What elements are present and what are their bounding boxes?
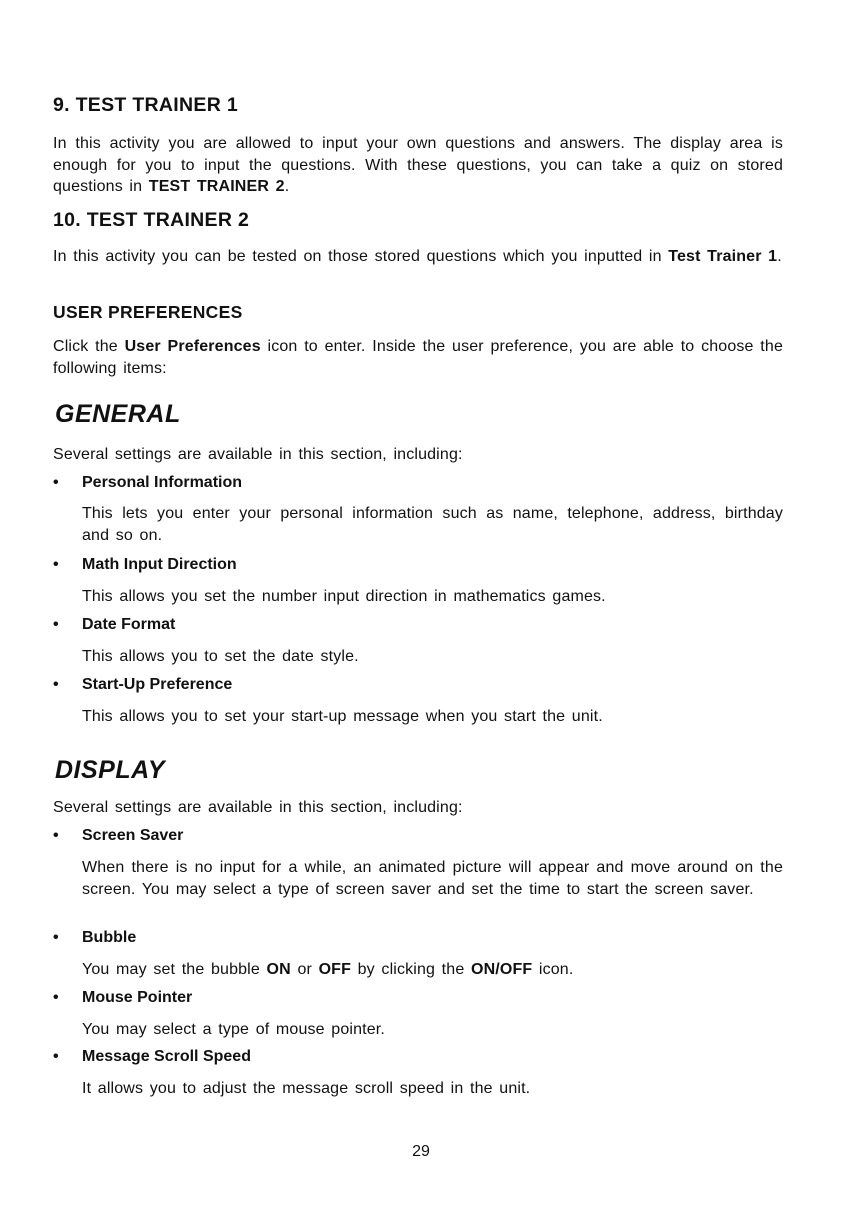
- general-item-desc: This allows you set the number input direction in mathematics games.: [82, 588, 606, 605]
- user-preferences-text-start: Click the: [53, 338, 125, 355]
- general-item-title: Math Input Direction: [82, 556, 237, 573]
- general-item-desc: This allows you to set your start-up message when you start the unit.: [82, 708, 603, 725]
- test-trainer-2-text-main: In this activity you can be tested on those stored questions which you inputted in: [53, 248, 669, 265]
- bubble-desc-a: You may set the bubble: [82, 961, 267, 978]
- display-intro: Several settings are available in this section, including:: [53, 799, 463, 816]
- bullet-icon: •: [53, 676, 59, 693]
- bubble-desc-c: by clicking the: [351, 961, 471, 978]
- display-item-bubble: [53, 929, 136, 947]
- test-trainer-2-text-end: .: [777, 248, 782, 265]
- bullet-icon: •: [53, 929, 59, 946]
- general-item-desc: This allows you to set the date style.: [82, 648, 359, 665]
- bullet-icon: •: [53, 616, 59, 633]
- test-trainer-2-text: [53, 246, 783, 268]
- display-item-title: Message Scroll Speed: [82, 1048, 251, 1065]
- general-item-start-up-preference: [53, 676, 232, 694]
- section-heading-display: DISPLAY: [55, 756, 165, 784]
- general-item-title: Start-Up Preference: [82, 676, 233, 693]
- display-item-title: Bubble: [82, 929, 137, 946]
- display-item-desc: When there is no input for a while, an animated picture will appear and move around on the screen. You may select a type of screen saver and set the time to start the screen saver.: [82, 859, 783, 898]
- page-number: 29: [412, 1143, 430, 1160]
- display-item-desc: It allows you to adjust the message scroll speed in the unit.: [82, 1080, 531, 1097]
- general-item-personal-information: [53, 474, 242, 492]
- bubble-desc-b: or: [290, 961, 319, 978]
- section-heading-test-trainer-1: 9. TEST TRAINER 1: [53, 94, 238, 116]
- bubble-onoff: ON/OFF: [470, 961, 533, 978]
- test-trainer-1-text-bold: TEST TRAINER 2: [148, 178, 285, 195]
- display-item-title: Mouse Pointer: [82, 989, 193, 1006]
- display-item-desc: You may select a type of mouse pointer.: [82, 1021, 385, 1038]
- user-preferences-text-bold: User Preferences: [124, 338, 261, 355]
- display-item-desc: [82, 959, 783, 981]
- general-item-title: Personal Information: [82, 474, 243, 491]
- general-item-title: Date Format: [82, 616, 176, 633]
- user-preferences-text: [53, 336, 783, 379]
- section-heading-test-trainer-2: 10. TEST TRAINER 2: [53, 209, 250, 231]
- display-item-screen-saver: [53, 827, 183, 845]
- general-intro: Several settings are available in this section, including:: [53, 446, 463, 463]
- general-item-date-format: [53, 616, 175, 634]
- display-item-title: Screen Saver: [82, 827, 184, 844]
- bubble-on: ON: [266, 961, 291, 978]
- section-heading-user-preferences: USER PREFERENCES: [53, 302, 243, 322]
- bullet-icon: •: [53, 474, 59, 491]
- test-trainer-1-text-end: .: [284, 178, 290, 195]
- bubble-off: OFF: [318, 961, 352, 978]
- bullet-icon: •: [53, 1048, 59, 1065]
- general-item-desc: This lets you enter your personal information such as name, telephone, address, birthday and so on.: [82, 505, 783, 544]
- general-item-math-input-direction: [53, 556, 237, 574]
- section-heading-general: GENERAL: [55, 400, 181, 428]
- test-trainer-1-text: [53, 133, 783, 198]
- test-trainer-1-text-main: In this activity you are allowed to input your own questions and answers. The display area is enough for you to input the questions. With these questions, you can take a quiz on stored questions in: [53, 135, 783, 195]
- display-item-message-scroll-speed: [53, 1048, 251, 1066]
- display-item-mouse-pointer: [53, 989, 192, 1007]
- bullet-icon: •: [53, 556, 59, 573]
- bubble-desc-d: icon.: [532, 961, 574, 978]
- test-trainer-2-text-bold: Test Trainer 1: [668, 248, 778, 265]
- user-preferences-text-end: icon to enter. Inside the user preference, you are able to choose the following items:: [53, 338, 784, 377]
- bullet-icon: •: [53, 989, 59, 1006]
- bullet-icon: •: [53, 827, 59, 844]
